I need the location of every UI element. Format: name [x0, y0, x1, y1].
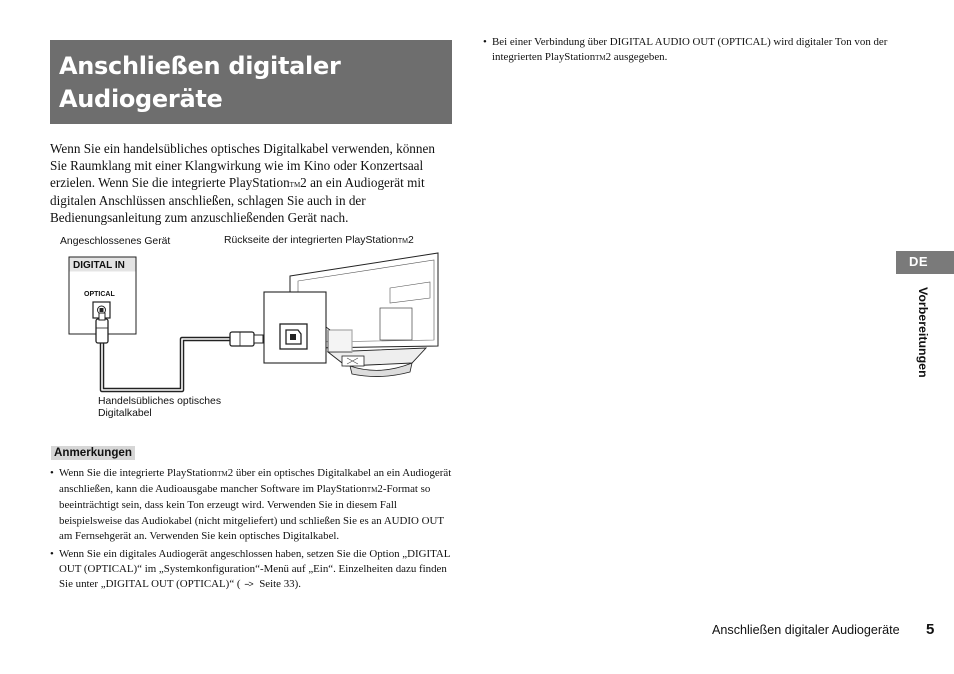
note2-text-1: Wenn Sie ein digitales Audiogerät angeschlossen haben, setzen Sie die Option „DIGITAL OUT (OPTICAL)“ im „Systemkonfiguration“-Menü auf „Ein“. Einzelheiten dazu finden Sie unter „DIGITAL OUT (OPTICAL)“ ( — [59, 548, 451, 591]
footer-section-title: Anschließen digitaler Audiogeräte — [712, 623, 900, 637]
device-optical-label: OPTICAL — [84, 291, 115, 298]
section-side-label-text: Vorbereitungen — [916, 287, 930, 378]
page-title-line2: Audiogeräte — [59, 85, 223, 113]
page-title-line1: Anschließen digitaler — [59, 52, 341, 80]
list-item — [483, 35, 893, 66]
cable-plug-ps2-icon — [230, 332, 254, 346]
intro-tm: TM — [289, 180, 301, 189]
note1-text-2: 2 über ein optisches Digitalkabel an ein Audiogerät anschließen, kann die Audioausgabe mancher Software im PlayStation — [59, 467, 452, 496]
caption-cable-line1: Handelsübliches optisches — [98, 396, 222, 407]
section-side-label — [916, 287, 932, 397]
intro-text-1: Wenn Sie ein handelsübliches optisches Digitalkabel verwenden, können Sie Raumklang mit einer Klangwirkung wie im Kino oder Konzertsaal erzielen. Wenn Sie die integrierte PlayStation — [50, 141, 435, 190]
right-note-text-2: 2 ausgegeben. — [605, 51, 668, 64]
connection-diagram — [60, 248, 450, 398]
right-note-tm: TM — [595, 54, 606, 63]
notes-list — [50, 466, 454, 593]
intro-paragraph — [50, 141, 455, 227]
caption-connected-device: Angeschlossenes Gerät — [60, 236, 171, 247]
page-number: 5 — [926, 621, 935, 638]
intro-text-2: 2 an ein Audiogerät mit digitalen Anschlüssen anschließen, schlagen Sie auch in der Bedienungsanleitung zum anzuschließenden Gerät nach. — [50, 174, 425, 226]
right-note-text-1: Bei einer Verbindung über DIGITAL AUDIO OUT (OPTICAL) wird digitaler Ton von der integrierten PlayStation — [492, 36, 888, 64]
right-column-notes — [483, 35, 893, 66]
caption-ps2-back-suffix: 2 — [407, 235, 414, 246]
note1-text-1: Wenn Sie die integrierte PlayStation — [59, 467, 218, 479]
cable-plug-device-icon — [96, 319, 108, 343]
language-tab-label: DE — [909, 254, 929, 269]
caption-ps2-back-tm: TM — [397, 238, 408, 245]
caption-ps2-back — [224, 235, 414, 248]
page-title — [59, 50, 444, 116]
caption-optical-cable — [98, 396, 268, 420]
device-port-label: DIGITAL IN — [73, 260, 125, 271]
page-title-banner — [50, 40, 452, 124]
note1-tm-1: TM — [217, 470, 228, 478]
notes-heading: Anmerkungen — [51, 446, 135, 460]
ps2-optical-port-callout — [264, 292, 330, 363]
list-item — [50, 466, 454, 544]
caption-cable-line2: Digitalkabel — [98, 408, 152, 419]
note1-text-3: 2-Format so beeinträchtigt sein, dass kein Ton erzeugt wird. Verwenden Sie in diesem Fall beispielsweise das Audiokabel (nicht mitgeliefert) und schließen Sie es an AUDIO OUT am Fernsehgerät an. Verwenden Sie kein optisches Digitalkabel. — [59, 483, 444, 542]
list-item — [50, 547, 454, 593]
language-tab — [896, 251, 954, 274]
page-reference-arrow-icon: --> — [244, 579, 253, 590]
note2-text-2: Seite 33). — [256, 578, 301, 591]
caption-ps2-back-text: Rückseite der integrierten PlayStation — [224, 235, 398, 246]
note1-tm-2: TM — [366, 486, 378, 495]
